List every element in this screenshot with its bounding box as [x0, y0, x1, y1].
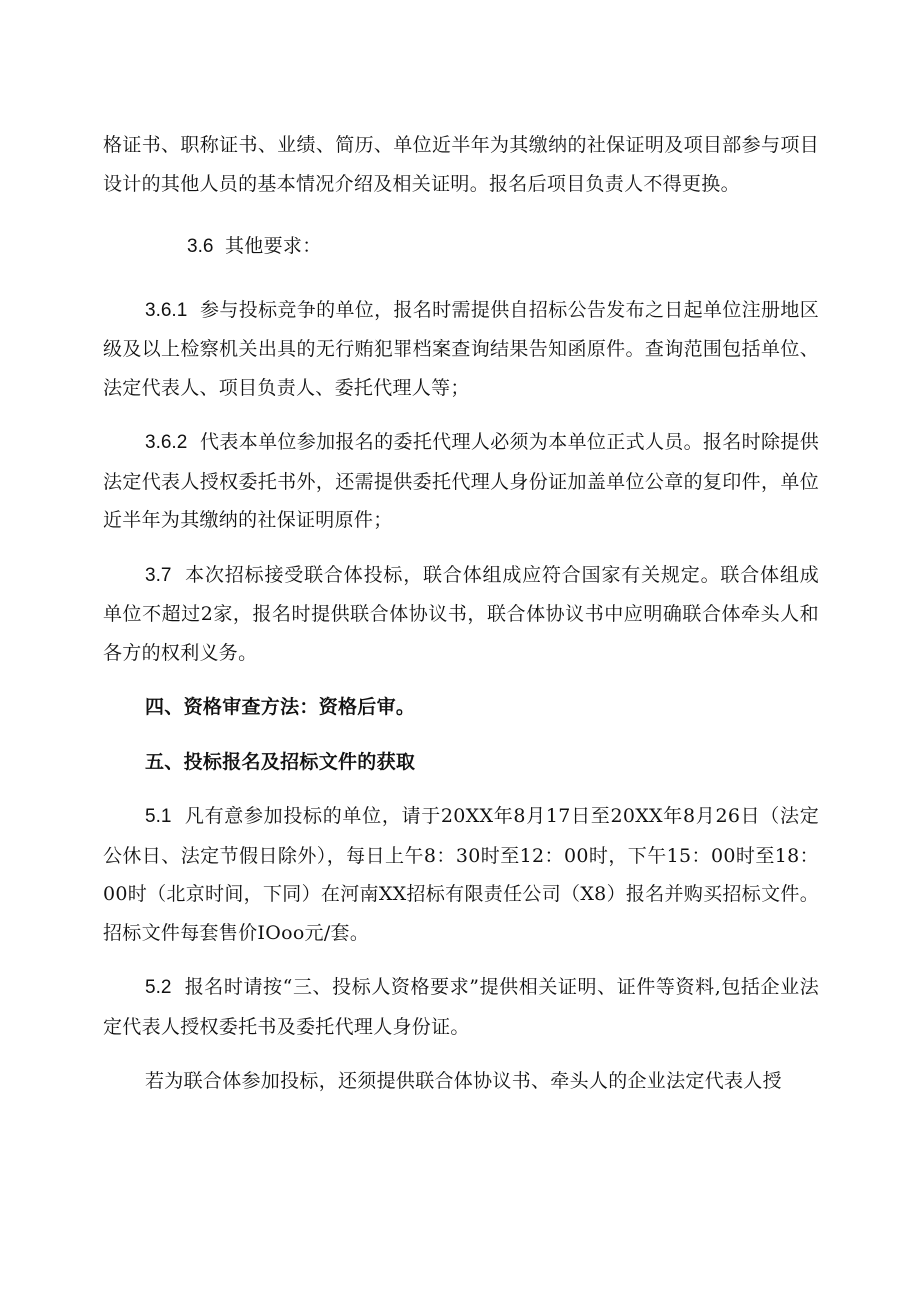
- section-text: 代表本单位参加报名的委托代理人必须为本单位正式人员。报名时除提供法定代表人授权委托书外，还需提供委托代理人身份证加盖单位公章的复印件，单位近半年为其缴纳的社保证明原件；: [103, 431, 819, 531]
- heading-section-5: 五、投标报名及招标文件的获取: [145, 750, 416, 773]
- section-number: 5.1: [145, 806, 172, 827]
- section-text: 本次招标接受联合体投标，联合体组成应符合国家有关规定。联合体组成单位不超过2家，报名时提供联合体协议书，联合体协议书中应明确联合体牵头人和各方的权利义务。: [103, 563, 819, 664]
- section-3-6: [103, 227, 819, 267]
- section-number: 3.6: [187, 236, 214, 257]
- paragraph-consortium: 若为联合体参加投标，还须提供联合体协议书、牵头人的企业法定代表人授: [145, 1070, 782, 1092]
- section-number: 3.7: [145, 564, 172, 586]
- section-number: 5.2: [145, 977, 172, 998]
- section-5-1: [103, 797, 819, 952]
- section-number: 3.6.2: [145, 432, 188, 453]
- section-3-6-1: [103, 291, 819, 408]
- section-text: 报名时请按“三、投标人资格要求”提供相关证明、证件等资料,包括企业法定代表人授权委托书及委托代理人身份证。: [103, 976, 819, 1038]
- section-title: 其他要求：: [225, 235, 322, 257]
- paragraph-continuation: 格证书、职称证书、业绩、简历、单位近半年为其缴纳的社保证明及项目部参与项目设计的其他人员的基本情况介绍及相关证明。报名后项目负责人不得更换。: [103, 134, 819, 195]
- section-number: 3.6.1: [145, 299, 188, 321]
- section-3-7: [103, 556, 819, 673]
- section-text: 凡有意参加投标的单位，请于20XX年8月17日至20XX年8月26日（法定公休日、法定节假日除外），每日上午8：30时至12：00时，下午15：00时至18：00时（北京时间，下同）在河南XX招标有限责任公司（X8）报名并购买招标文件。招标文件每套售价IOoo元/套。: [103, 805, 819, 944]
- section-text: 参与投标竞争的单位，报名时需提供自招标公告发布之日起单位注册地区级及以上检察机关出具的无行贿犯罪档案查询结果告知函原件。查询范围包括单位、法定代表人、项目负责人、委托代理人等；: [103, 298, 819, 399]
- heading-section-4: 四、资格审查方法：资格后审。: [145, 696, 416, 718]
- section-3-6-2: [103, 423, 819, 540]
- document-body: [103, 126, 819, 1101]
- section-5-2: [103, 968, 819, 1046]
